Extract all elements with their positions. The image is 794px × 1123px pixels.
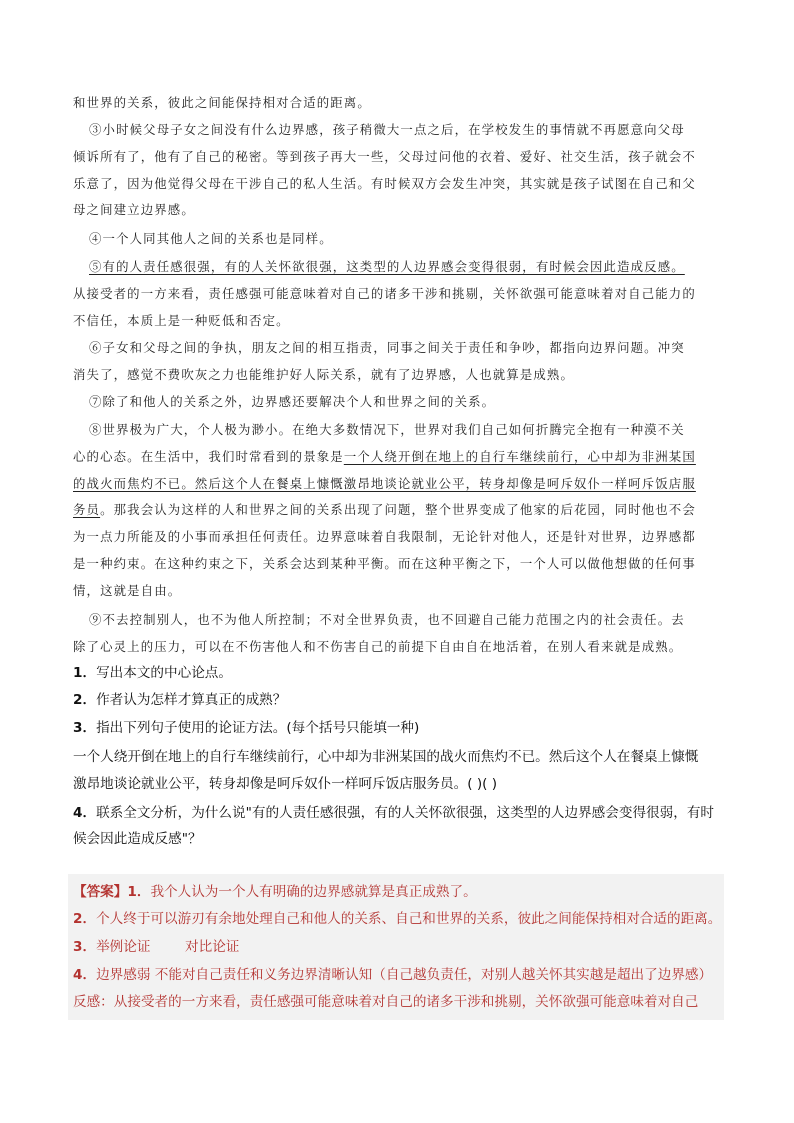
text-line: [73, 497, 723, 524]
answer-text: 边界感弱 不能对自己责任和义务边界清晰认知（自己越负责任，对别人越关怀其实越是超出了边界感）: [96, 967, 713, 983]
answer-number: 2．: [73, 911, 97, 927]
underlined-example: 一个人绕开倒在地上的自行车继续前行，心中却为非洲某国: [343, 448, 696, 464]
answer-number: 1．: [127, 884, 151, 900]
text-line: ④一个人同其他人之间的关系也是同样。: [89, 231, 333, 246]
question-text: 作者认为怎样才算真正的成熟？: [96, 692, 287, 708]
answer-3: [73, 934, 733, 960]
answer-number: 3．: [73, 939, 97, 955]
text-line: 母之间建立边界感。: [73, 202, 195, 218]
text-line: 倾诉所有了，他有了自己的秘密。等到孩子再大一些，父母过问他的衣着、爱好、社交生活，孩子就会不: [73, 148, 696, 164]
question-3-quote: [73, 745, 733, 770]
paragraph-3: [73, 117, 723, 224]
text-line: 为一点力所能及的小事而承担任何责任。边界意味着自我限制，无论针对他人，还是针对世界，边界感都: [73, 529, 696, 545]
question-text: 候会因此造成反感"？: [73, 831, 202, 847]
question-1: [73, 661, 733, 686]
quoted-sentence-with-blanks: 激昂地谈论就业公平，转身却像是呵斥奴仆一样呵斥饭店服务员。( )( ): [73, 776, 498, 792]
question-4-cont: [73, 827, 733, 852]
question-text: 指出下列句子使用的论证方法。(每个括号只能填一种): [96, 720, 420, 736]
answer-4: [73, 962, 733, 988]
paragraph-9: [73, 607, 723, 661]
text-line: ⑧世界极为广大，个人极为渺小。在绝大多数情况下，世界对我们自己如何折腾完全抱有一种漠不关: [89, 422, 685, 437]
question-text: 联系全文分析，为什么说"有的人责任感很强，有的人关怀欲很强，这类型的人边界感会变得很弱，有时: [96, 805, 715, 821]
text-segment: 心的心态。在生活中，我们时常看到的景象是: [73, 448, 344, 464]
text-segment: 。那我会认为这样的人和世界之间的关系出现了问题，整个世界变成了他家的后花园，同时他也不会: [100, 502, 696, 518]
text-line: ③小时候父母子女之间没有什么边界感，孩子稍微大一点之后，在学校发生的事情就不再愿意向父母: [89, 122, 685, 137]
paragraph-6: [73, 335, 723, 389]
text-line: [73, 444, 723, 471]
text-line: [73, 471, 723, 498]
underlined-example: 务员: [73, 502, 101, 518]
question-number: 3．: [73, 720, 97, 736]
answer-text: 反感：从接受者的一方来看，责任感强可能意味着对自己的诸多干涉和挑剔，关怀欲强可能意味着对自己: [73, 994, 699, 1010]
paragraph-8: [73, 417, 723, 605]
text-line: 从接受者的一方来看，责任感强可能意味着对自己的诸多干涉和挑剔，关怀欲强可能意味着对自己能力的: [73, 285, 696, 301]
text-line: 是一种约束。在这种约束之下，关系会达到某种平衡。而在这种平衡之下，一个人可以做他想做的任何事: [73, 555, 696, 571]
paragraph-5: [73, 254, 723, 334]
text-line: 消失了，感觉不费吹灰之力也能维护好人际关系，就有了边界感，人也就算是成熟。: [73, 366, 575, 382]
question-text: 写出本文的中心论点。: [96, 665, 232, 681]
answer-4-cont: [73, 989, 733, 1015]
paragraph-4: [73, 226, 723, 253]
text-line: 和世界的关系，彼此之间能保持相对合适的距离。: [73, 95, 371, 110]
text-line: ⑥子女和父母之间的争执，朋友之间的相互指责，同事之间关于责任和争吵，都指向边界问题。冲突: [89, 340, 685, 355]
text-line: 情，这就是自由。: [73, 582, 182, 598]
question-number: 4．: [73, 805, 97, 821]
answer-tag: 【答案】: [73, 884, 128, 900]
answer-text: 我个人认为一个人有明确的边界感就算是真正成熟了。: [150, 884, 477, 900]
text-line: 乐意了，因为他觉得父母在干涉自己的私人生活。有时候双方会发生冲突，其实就是孩子试图在自己和父: [73, 175, 696, 191]
text-line: [73, 254, 723, 281]
answer-text: 举例论证 对比论证: [96, 939, 240, 955]
text-line: 除了心灵上的压力，可以在不伤害他人和不伤害自己的前提下自由自在地活着，在别人看来就是成熟。: [73, 638, 683, 654]
underlined-sentence: ⑤有的人责任感很强，有的人关怀欲很强，这类型的人边界感会变得很弱，有时候会因此造成反感。: [89, 259, 685, 274]
text-line: ⑦除了和他人的关系之外，边界感还要解决个人和世界之间的关系。: [89, 394, 496, 409]
paragraph-continued: [73, 90, 723, 117]
question-2: [73, 688, 733, 713]
paragraph-7: [73, 389, 723, 416]
text-line: ⑨不去控制别人，也不为他人所控制；不对全世界负责，也不回避自己能力范围之内的社会责任。去: [89, 612, 685, 627]
answer-1: [73, 879, 733, 905]
question-4: [73, 801, 733, 826]
text-line: 不信任，本质上是一种贬低和否定。: [73, 312, 290, 328]
answer-2: [73, 906, 733, 932]
question-3-quote-blanks: [73, 772, 733, 797]
underlined-example: 的战火而焦灼不已。然后这个人在餐桌上慷慨激昂地谈论就业公平，转身却像是呵斥奴仆一样呵斥饭店服: [73, 475, 696, 491]
answer-number: 4．: [73, 967, 97, 983]
question-number: 1．: [73, 665, 97, 681]
quoted-sentence: 一个人绕开倒在地上的自行车继续前行，心中却为非洲某国的战火而焦灼不已。然后这个人在餐桌上慷慨: [73, 749, 699, 765]
question-number: 2．: [73, 692, 97, 708]
question-3: [73, 716, 733, 741]
answer-text: 个人终于可以游刃有余地处理自己和他人的关系、自己和世界的关系，彼此之间能保持相对合适的距离。: [96, 911, 722, 927]
